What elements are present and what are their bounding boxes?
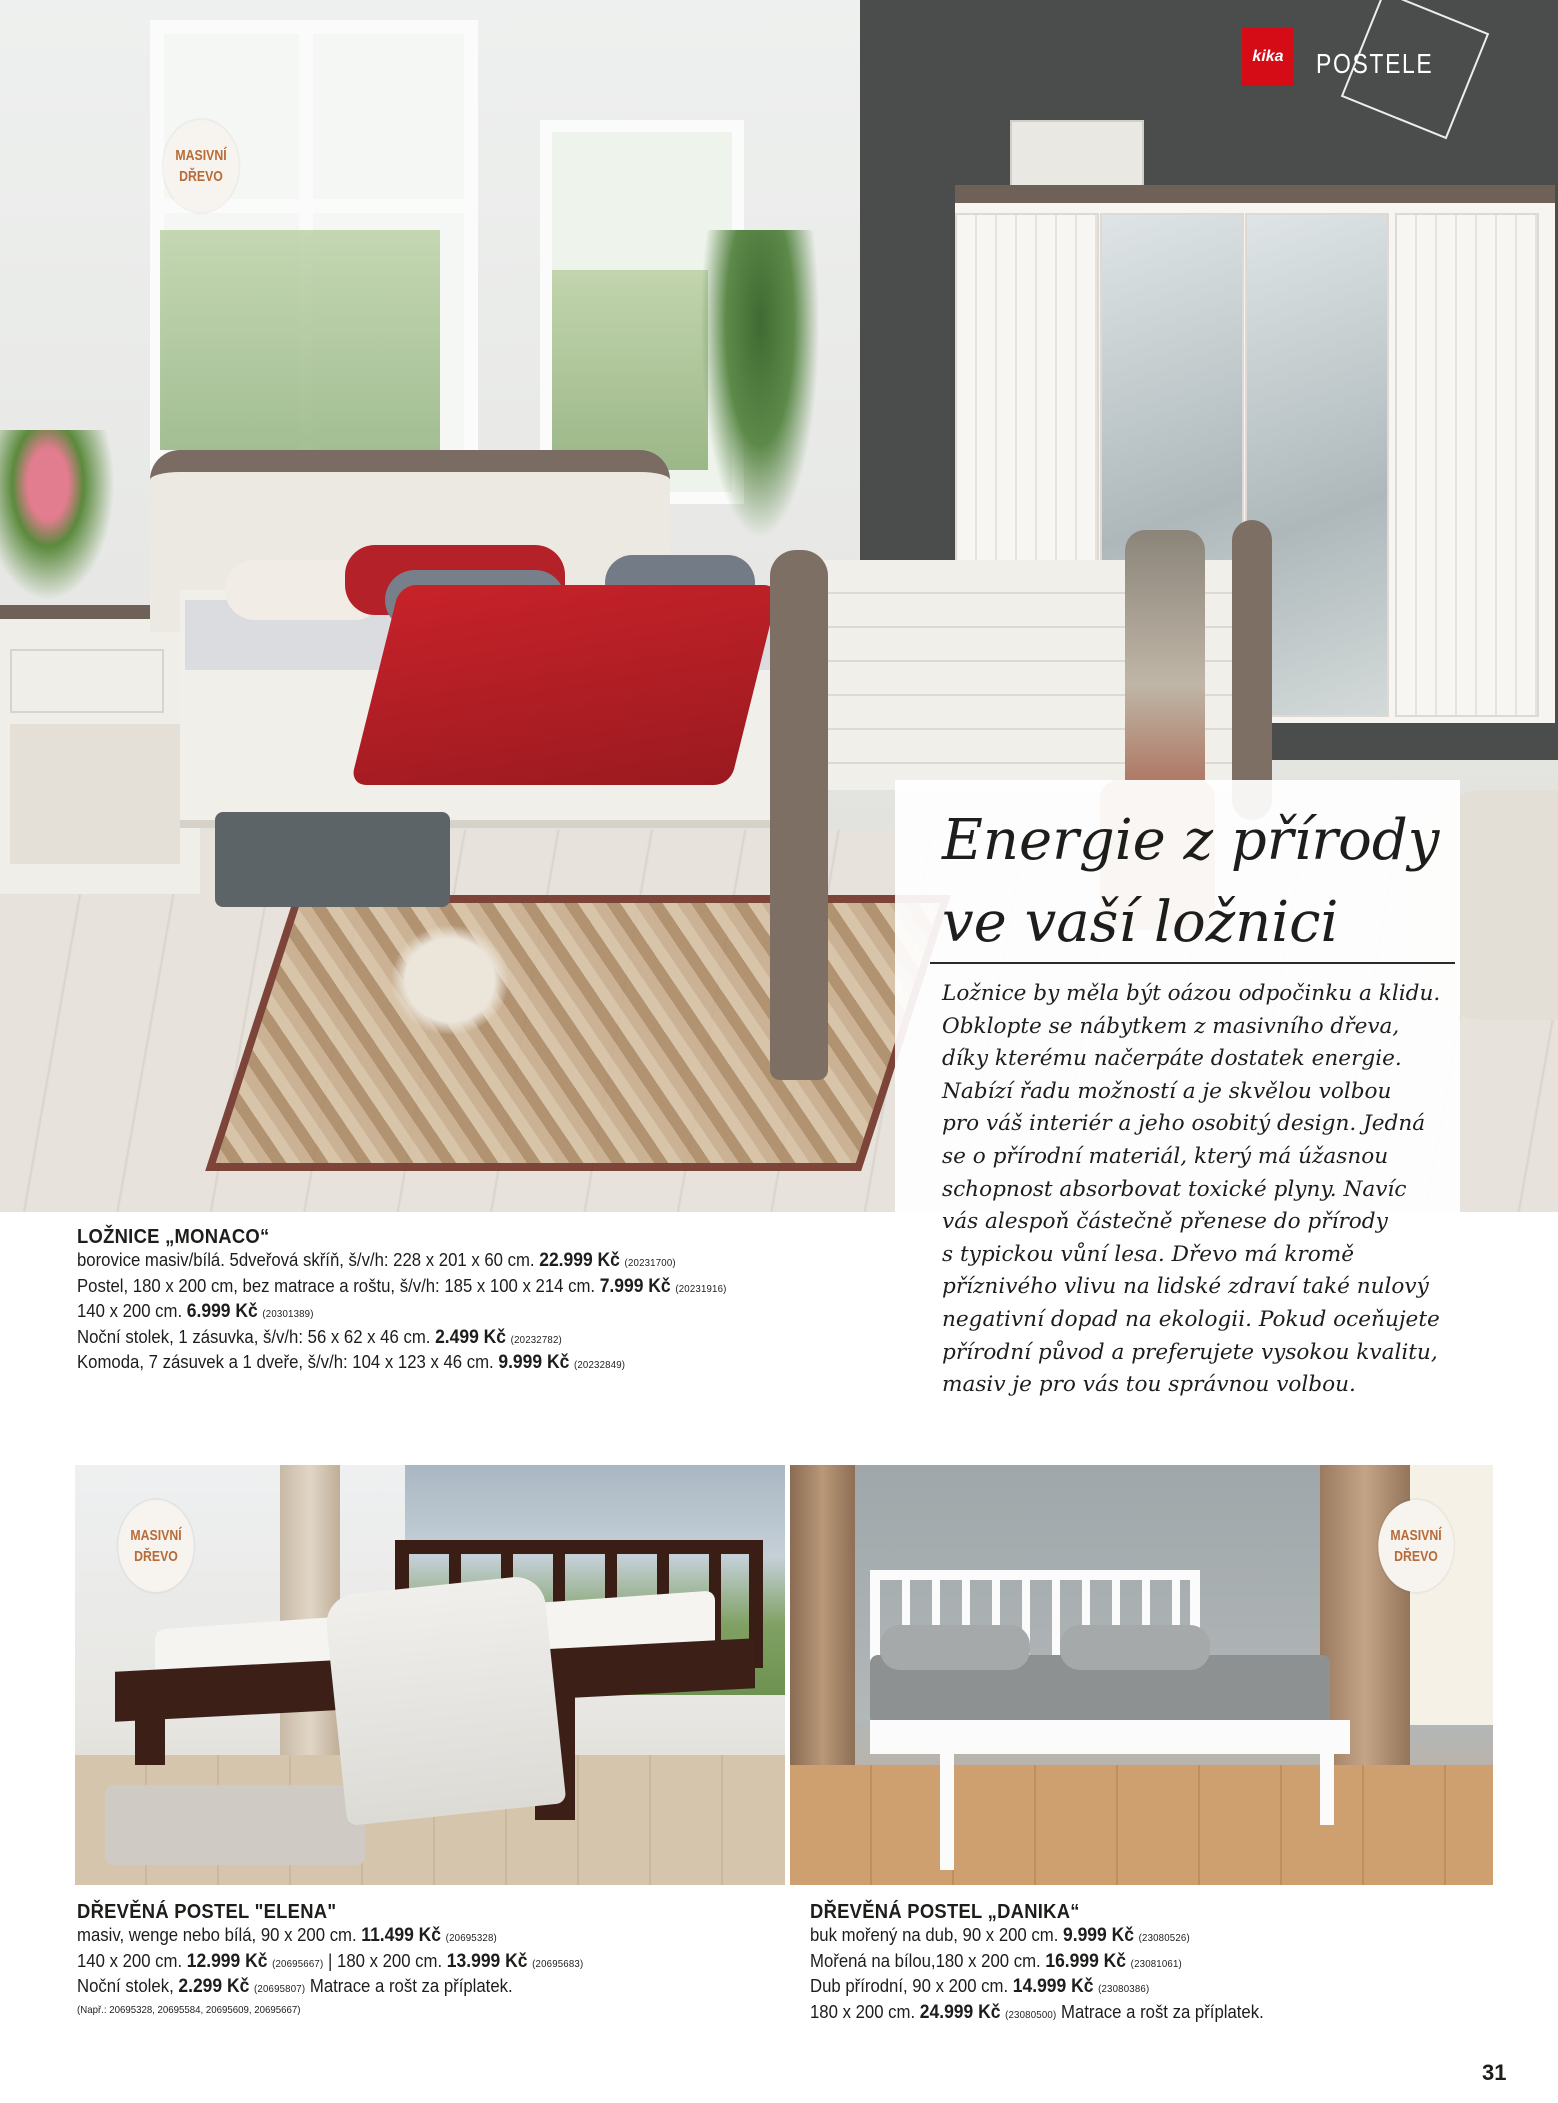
badge-line: DŘEVO bbox=[179, 168, 223, 185]
price: 7.999 Kč bbox=[599, 1275, 671, 1297]
body-line: Ložnice by měla být oázou odpočinku a klidu. bbox=[942, 981, 1441, 1006]
price: 12.999 Kč bbox=[186, 1950, 268, 1972]
price: 24.999 Kč bbox=[919, 2001, 1001, 2023]
solid-wood-badge bbox=[118, 1500, 193, 1592]
line-text: Postel, 180 x 200 cm, bez matrace a roštu, š/v/h: 185 x 100 x 214 cm. bbox=[77, 1275, 596, 1296]
wardrobe-door bbox=[1395, 213, 1539, 717]
product-line bbox=[77, 1924, 583, 1950]
flower-vase bbox=[0, 430, 120, 610]
badge-line: MASIVNÍ bbox=[1390, 1527, 1442, 1544]
product-code: (20232849) bbox=[573, 1359, 626, 1372]
product-line bbox=[77, 1351, 727, 1377]
product-line bbox=[810, 1975, 1264, 2001]
bed-leg bbox=[940, 1745, 954, 1870]
nightstand-shelf bbox=[10, 724, 180, 864]
body-line: s typickou vůní lesa. Dřevo má kromě bbox=[942, 1241, 1355, 1267]
line-text: buk mořený na dub, 90 x 200 cm. bbox=[810, 1925, 1059, 1945]
wooden-floor bbox=[790, 1765, 1493, 1885]
shoes bbox=[380, 915, 520, 1045]
red-blanket bbox=[350, 585, 780, 785]
product-code: (20695807) bbox=[253, 1983, 306, 1996]
body-copy bbox=[942, 978, 1462, 1402]
price: 16.999 Kč bbox=[1045, 1950, 1127, 1972]
product-code: (20231700) bbox=[624, 1257, 676, 1269]
badge-line: MASIVNÍ bbox=[175, 147, 227, 164]
line-text: Noční stolek, 1 zásuvka, š/v/h: 56 x 62 x 46 cm. bbox=[77, 1326, 431, 1347]
potted-plant bbox=[700, 230, 820, 540]
product-line bbox=[810, 1950, 1264, 1976]
product-code: (23080500) bbox=[1005, 2008, 1057, 2021]
product-code: (20695683) bbox=[532, 1957, 584, 1970]
line-text: Mořená na bílou,180 x 200 cm. bbox=[810, 1950, 1041, 1971]
headline-line: Energie z přírody bbox=[942, 808, 1440, 873]
product-line bbox=[77, 1275, 727, 1301]
page-number: 31 bbox=[1482, 2060, 1507, 2085]
line-text: 180 x 200 cm. bbox=[337, 1950, 443, 1971]
headline-divider bbox=[930, 962, 1455, 964]
bed-post bbox=[770, 550, 828, 1080]
price: 9.999 Kč bbox=[1063, 1925, 1134, 1946]
product-title: DŘEVĚNÁ POSTEL "ELENA" bbox=[77, 1901, 337, 1923]
pillow bbox=[1060, 1625, 1210, 1670]
line-text: Dub přírodní, 90 x 200 cm. bbox=[810, 1976, 1009, 1997]
line-text: 180 x 200 cm. bbox=[810, 2001, 916, 2022]
product-line bbox=[77, 1950, 583, 1976]
body-line: díky kterému načerpáte dostatek energie. bbox=[942, 1046, 1402, 1072]
price: 2.299 Kč bbox=[178, 1976, 250, 1998]
white-throw bbox=[324, 1574, 567, 1826]
product-code: (20695328) bbox=[445, 1932, 497, 1944]
line-text: 140 x 200 cm. bbox=[77, 1301, 183, 1322]
price: 14.999 Kč bbox=[1012, 1976, 1094, 1998]
product-code: (23080386) bbox=[1098, 1983, 1150, 1996]
product-code: (20231916) bbox=[675, 1282, 727, 1295]
line-text: borovice masiv/bílá. 5dveřová skříň, š/v/h: 228 x 201 x 60 cm. bbox=[77, 1250, 535, 1270]
headline bbox=[942, 800, 1462, 964]
bed-leg bbox=[135, 1685, 165, 1765]
price: 13.999 Kč bbox=[446, 1950, 528, 1972]
product-title: DŘEVĚNÁ POSTEL „DANIKA“ bbox=[810, 1901, 1080, 1923]
line-text: 140 x 200 cm. bbox=[77, 1950, 183, 1971]
body-line: schopnost absorbovat toxické plyny. Navíc bbox=[942, 1176, 1407, 1202]
line-text: Matrace a rošt za příplatek. bbox=[1061, 2001, 1264, 2022]
product-code: (20695667) bbox=[272, 1957, 324, 1970]
body-line: Obklopte se nábytkem z masivního dřeva, bbox=[942, 1013, 1400, 1039]
price: 2.499 Kč bbox=[435, 1326, 507, 1348]
product-title: LOŽNICE „MONACO“ bbox=[77, 1226, 270, 1248]
suitcase bbox=[215, 812, 450, 907]
headline-line: ve vaší ložnici bbox=[942, 890, 1339, 955]
elena-caption bbox=[77, 1900, 627, 2019]
price: 22.999 Kč bbox=[539, 1250, 620, 1271]
badge-line: DŘEVO bbox=[134, 1548, 178, 1565]
bed-leg bbox=[1320, 1745, 1334, 1825]
garden-view bbox=[552, 270, 708, 470]
body-line: příznivého vlivu na lidské zdraví také nulový bbox=[942, 1274, 1429, 1300]
nightstand-drawer bbox=[10, 649, 164, 713]
kika-logo bbox=[1242, 28, 1294, 86]
logo-text: kika bbox=[1252, 48, 1284, 65]
monaco-caption bbox=[77, 1225, 783, 1377]
section-title: POSTELE bbox=[1316, 48, 1434, 79]
line-text: Komoda, 7 zásuvek a 1 dveře, š/v/h: 104 x 123 x 46 cm. bbox=[77, 1352, 494, 1373]
line-text: Noční stolek, bbox=[77, 1976, 174, 1997]
body-line: se o přírodní materiál, který má úžasnou bbox=[942, 1143, 1389, 1169]
pillow bbox=[880, 1625, 1030, 1670]
product-line bbox=[810, 2001, 1264, 2027]
product-line bbox=[77, 1975, 583, 2001]
nightstand bbox=[0, 605, 200, 894]
garden-view bbox=[160, 230, 440, 450]
body-line: Nabízí řadu možností a je skvělou volbou bbox=[942, 1078, 1392, 1104]
price: 11.499 Kč bbox=[361, 1925, 442, 1946]
rug bbox=[205, 895, 951, 1171]
price: 9.999 Kč bbox=[498, 1352, 570, 1374]
product-code: (20301389) bbox=[262, 1308, 314, 1321]
storage-box bbox=[1010, 120, 1144, 194]
product-note: (Např.: 20695328, 20695584, 20695609, 20695667) bbox=[77, 2003, 301, 2016]
line-text: Matrace a rošt za příplatek. bbox=[309, 1976, 513, 1997]
product-line bbox=[77, 1326, 727, 1352]
product-line bbox=[77, 1249, 727, 1275]
separator: | bbox=[328, 1950, 333, 1971]
solid-wood-badge bbox=[1378, 1500, 1453, 1592]
body-line: negativní dopad na ekologii. Pokud oceňujete bbox=[942, 1306, 1440, 1332]
badge-line: DŘEVO bbox=[1394, 1548, 1438, 1565]
body-line: pro váš interiér a jeho osobitý design. Jedná bbox=[942, 1111, 1426, 1137]
product-code: (23081061) bbox=[1130, 1957, 1182, 1970]
badge-line: MASIVNÍ bbox=[130, 1527, 182, 1544]
body-line: přírodní původ a preferujete vysokou kvalitu, bbox=[942, 1339, 1438, 1365]
rug bbox=[105, 1785, 365, 1865]
product-line bbox=[77, 1300, 727, 1326]
solid-wood-badge bbox=[163, 120, 238, 212]
line-text: masiv, wenge nebo bílá, 90 x 200 cm. bbox=[77, 1925, 357, 1945]
product-line bbox=[810, 1924, 1264, 1950]
bed-post bbox=[1232, 520, 1272, 820]
body-line: vás alespoň částečně přenese do přírody bbox=[942, 1209, 1388, 1235]
product-code: (20232782) bbox=[510, 1333, 562, 1346]
product-code: (23080526) bbox=[1138, 1932, 1190, 1944]
price: 6.999 Kč bbox=[186, 1301, 258, 1323]
danika-caption bbox=[810, 1900, 1303, 2026]
body-line: masiv je pro vás tou správnou volbou. bbox=[942, 1372, 1356, 1398]
